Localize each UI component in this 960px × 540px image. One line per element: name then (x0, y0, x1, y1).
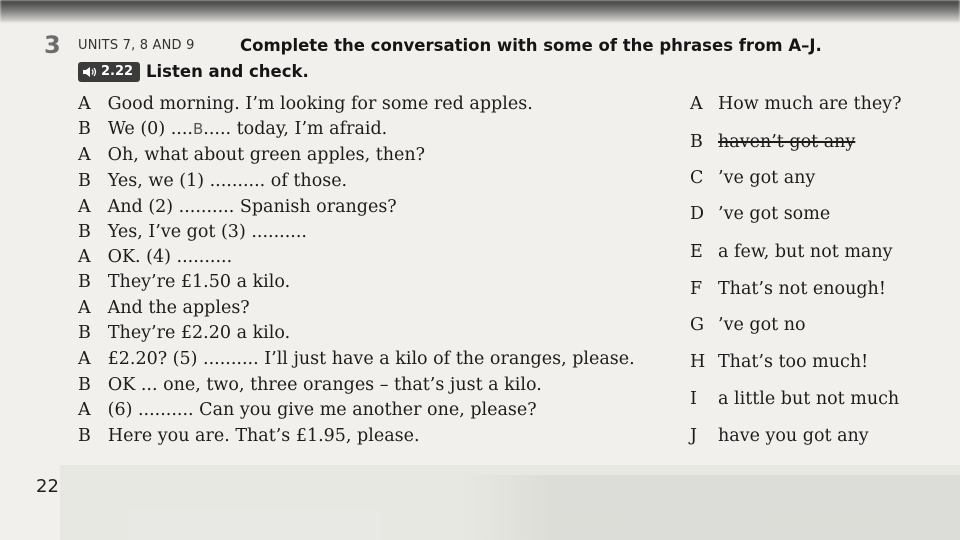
option-text: ’ve got no (718, 315, 806, 335)
option-text: a little but not much (718, 389, 900, 409)
line-text: (6) .......... Can you give me another one, please? (107, 400, 537, 420)
speaker-label: B (78, 222, 91, 242)
conversation-line (78, 119, 387, 139)
speaker-label: A (78, 94, 91, 114)
option-text: That’s not enough! (718, 279, 886, 299)
option-letter: B (690, 132, 703, 152)
option-letter: F (690, 279, 703, 299)
conversation-line (78, 298, 250, 318)
option-item (690, 204, 830, 224)
exercise-number: 3 (44, 31, 61, 59)
option-letter: C (690, 168, 704, 188)
audio-track-badge[interactable] (78, 62, 140, 82)
conversation-line (78, 426, 420, 446)
line-text: Here you are. That’s £1.95, please. (107, 426, 420, 446)
line-text: And (2) .......... Spanish oranges? (107, 197, 397, 217)
speaker-label: A (78, 145, 91, 165)
line-text: They’re £1.50 a kilo. (107, 272, 291, 292)
line-text: Yes, I’ve got (3) .......... (107, 222, 307, 242)
speaker-label: A (78, 247, 91, 267)
instruction-text: Complete the conversation with some of the phrases from A–J. (240, 36, 822, 55)
bleed-through-area (460, 475, 960, 540)
conversation-line (78, 375, 542, 395)
option-item (690, 315, 806, 335)
line-text: OK ... one, two, three oranges – that’s just a kilo. (107, 375, 542, 395)
option-item (690, 426, 869, 446)
line-text: £2.20? (5) .......... I’ll just have a kilo of the oranges, please. (107, 349, 635, 369)
conversation-line (78, 222, 307, 242)
option-letter: G (690, 315, 704, 335)
conversation-line (78, 145, 425, 165)
speaker-label: A (78, 349, 91, 369)
option-text: How much are they? (718, 94, 902, 114)
speaker-label: B (78, 375, 91, 395)
option-letter: H (690, 352, 706, 372)
option-text: ’ve got some (718, 204, 831, 224)
conversation-line (78, 349, 635, 369)
line-text-post: ..... today, I’m afraid. (203, 119, 388, 139)
line-text: Yes, we (1) .......... of those. (107, 171, 348, 191)
line-text: Good morning. I’m looking for some red apples. (107, 94, 533, 114)
line-text-pre: We (0) .... (107, 119, 193, 139)
option-item (690, 168, 815, 188)
option-item (690, 242, 893, 262)
option-text: a few, but not many (718, 242, 893, 262)
option-text-struck: haven’t got any (718, 132, 856, 152)
speaker-label: A (78, 197, 91, 217)
option-text: ’ve got any (718, 168, 816, 188)
speaker-label: B (78, 119, 91, 139)
conversation-line (78, 272, 290, 292)
line-text: They’re £2.20 a kilo. (107, 323, 291, 343)
conversation-line (78, 323, 290, 343)
option-text: have you got any (718, 426, 869, 446)
conversation-line (78, 94, 533, 114)
speaker-label: A (78, 400, 91, 420)
speaker-label: B (78, 323, 91, 343)
line-text: OK. (4) .......... (107, 247, 233, 267)
option-item (690, 132, 855, 152)
option-text: That’s too much! (718, 352, 869, 372)
page-number: 22 (36, 476, 59, 497)
speaker-label: B (78, 426, 91, 446)
speaker-label: B (78, 171, 91, 191)
option-letter: D (690, 204, 705, 224)
audio-track-number: 2.22 (101, 64, 134, 79)
conversation-line (78, 247, 232, 267)
line-text: Oh, what about green apples, then? (107, 145, 426, 165)
units-label: UNITS 7, 8 AND 9 (78, 38, 195, 53)
line-text: And the apples? (107, 298, 250, 318)
handwritten-answer: B (192, 120, 204, 138)
option-letter: I (690, 389, 697, 409)
speaker-icon (82, 66, 98, 78)
speaker-label: B (78, 272, 91, 292)
option-item (690, 94, 902, 114)
option-item (690, 279, 886, 299)
top-shadow (0, 0, 960, 22)
option-letter: A (690, 94, 703, 114)
conversation-line (78, 171, 347, 191)
conversation-line (78, 197, 397, 217)
conversation-line (78, 400, 537, 420)
speaker-label: A (78, 298, 91, 318)
listen-instruction: Listen and check. (146, 62, 309, 81)
option-item (690, 352, 868, 372)
option-letter: E (690, 242, 703, 262)
option-letter: J (690, 426, 698, 446)
option-item (690, 389, 899, 409)
